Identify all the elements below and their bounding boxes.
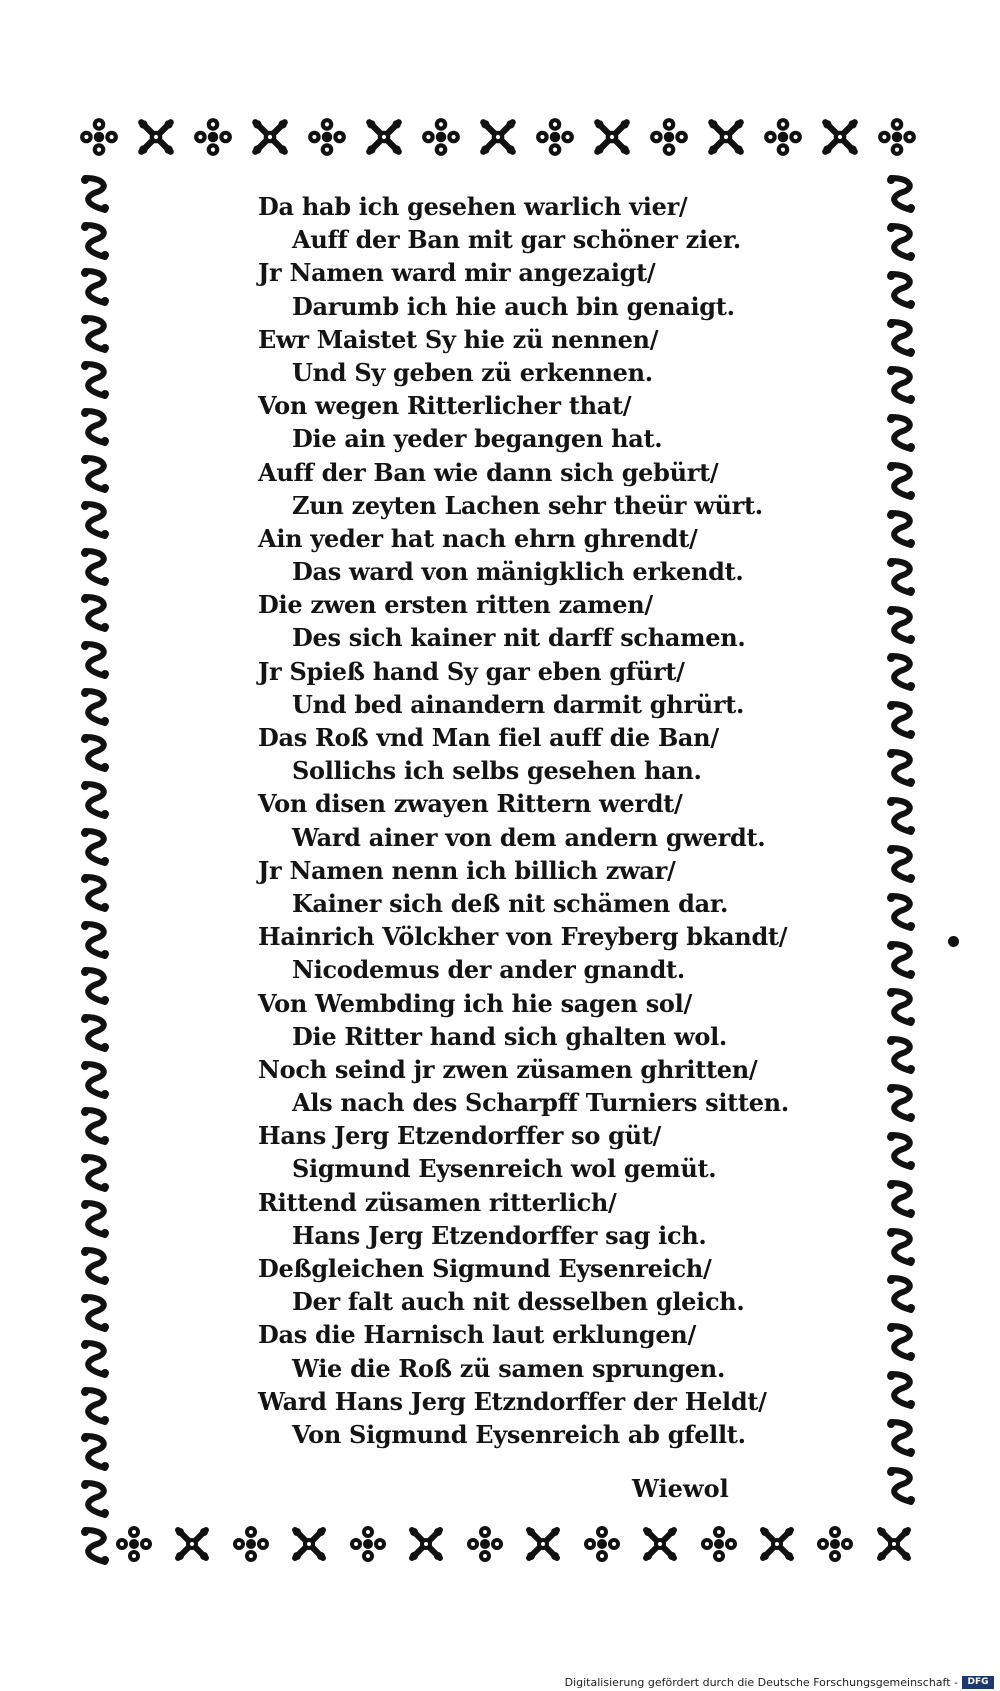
fleuron-icon bbox=[78, 116, 120, 158]
scroll-ornament-icon bbox=[75, 500, 115, 540]
verse-line: Und bed ainandern darmit ghrürt. bbox=[292, 689, 745, 719]
knot-icon bbox=[363, 116, 405, 158]
fleuron-icon bbox=[192, 116, 234, 158]
scroll-ornament-icon bbox=[881, 222, 921, 262]
knot-icon bbox=[249, 116, 291, 158]
catchword: Wiewol bbox=[632, 1474, 729, 1503]
scroll-ornament-icon bbox=[881, 365, 921, 405]
scroll-ornament-icon bbox=[881, 844, 921, 884]
fleuron-icon bbox=[876, 116, 918, 158]
fleuron-icon bbox=[582, 1524, 622, 1564]
scroll-ornament-icon bbox=[75, 687, 115, 727]
border-bottom bbox=[110, 1516, 918, 1572]
fleuron-icon bbox=[114, 1524, 154, 1564]
border-left bbox=[72, 170, 118, 1570]
scroll-ornament-icon bbox=[75, 593, 115, 633]
digitization-credit: Digitalisierung gefördert durch die Deutsche Forschungsgemeinschaft - bbox=[564, 1676, 958, 1689]
scroll-ornament-icon bbox=[75, 174, 115, 214]
scroll-ornament-icon bbox=[75, 1526, 115, 1566]
scroll-ornament-icon bbox=[75, 827, 115, 867]
fleuron-icon bbox=[762, 116, 804, 158]
scroll-ornament-icon bbox=[881, 174, 921, 214]
verse-line: Hainrich Völckher von Freyberg bkandt/ bbox=[258, 922, 788, 952]
scroll-ornament-icon bbox=[75, 873, 115, 913]
border-top bbox=[72, 108, 924, 166]
scroll-ornament-icon bbox=[75, 407, 115, 447]
scroll-ornament-icon bbox=[881, 892, 921, 932]
scroll-ornament-icon bbox=[75, 1293, 115, 1333]
scroll-ornament-icon bbox=[881, 509, 921, 549]
scroll-ornament-icon bbox=[881, 1418, 921, 1458]
fleuron-icon bbox=[465, 1524, 505, 1564]
knot-icon bbox=[172, 1524, 212, 1564]
scroll-ornament-icon bbox=[881, 318, 921, 358]
dfg-logo: DFG bbox=[962, 1676, 994, 1689]
knot-icon bbox=[591, 116, 633, 158]
scroll-ornament-icon bbox=[75, 1246, 115, 1286]
scroll-ornament-icon bbox=[881, 1322, 921, 1362]
scroll-ornament-icon bbox=[75, 1386, 115, 1426]
scroll-ornament-icon bbox=[75, 640, 115, 680]
scroll-ornament-icon bbox=[881, 987, 921, 1027]
fleuron-icon bbox=[306, 116, 348, 158]
knot-icon bbox=[289, 1524, 329, 1564]
scroll-ornament-icon bbox=[881, 940, 921, 980]
verse-line: Des sich kainer nit darff schamen. bbox=[292, 623, 746, 653]
verse-line: Jr Spieß hand Sy gar eben gfürt/ bbox=[258, 656, 685, 686]
verse-line: Sollichs ich selbs gesehen han. bbox=[292, 756, 702, 786]
scroll-ornament-icon bbox=[75, 1479, 115, 1519]
verse-line: Die zwen ersten ritten zamen/ bbox=[258, 590, 653, 620]
scroll-ornament-icon bbox=[75, 360, 115, 400]
verse-line: Die Ritter hand sich ghalten wol. bbox=[292, 1021, 727, 1051]
verse-line: Die ain yeder begangen hat. bbox=[292, 424, 663, 454]
scroll-ornament-icon bbox=[75, 920, 115, 960]
verse-line: Zun zeyten Lachen sehr theür würt. bbox=[292, 490, 763, 520]
verse-line: Von Wembding ich hie sagen sol/ bbox=[258, 988, 692, 1018]
verse-line: Und Sy geben zü erkennen. bbox=[292, 357, 653, 387]
scroll-ornament-icon bbox=[881, 1274, 921, 1314]
scroll-ornament-icon bbox=[881, 1227, 921, 1267]
verse-line: Von wegen Ritterlicher that/ bbox=[258, 391, 632, 421]
scroll-ornament-icon bbox=[75, 1432, 115, 1472]
fleuron-icon bbox=[648, 116, 690, 158]
knot-icon bbox=[523, 1524, 563, 1564]
verse-line: Von Sigmund Eysenreich ab gfellt. bbox=[292, 1419, 746, 1449]
verse-line: Als nach des Scharpff Turniers sitten. bbox=[292, 1088, 789, 1118]
verse-line: Auff der Ban wie dann sich gebürt/ bbox=[258, 457, 719, 487]
scroll-ornament-icon bbox=[881, 1131, 921, 1171]
scroll-ornament-icon bbox=[881, 1035, 921, 1075]
verse-line: Hans Jerg Etzendorffer sag ich. bbox=[292, 1220, 707, 1250]
scroll-ornament-icon bbox=[75, 1339, 115, 1379]
fleuron-icon bbox=[699, 1524, 739, 1564]
scroll-ornament-icon bbox=[75, 780, 115, 820]
verse-line: Hans Jerg Etzendorffer so güt/ bbox=[258, 1121, 661, 1151]
verse-line: Der falt auch nit desselben gleich. bbox=[292, 1287, 745, 1317]
verse-line: Von disen zwayen Rittern werdt/ bbox=[258, 789, 683, 819]
scroll-ornament-icon bbox=[75, 267, 115, 307]
verse-line: Jr Namen nenn ich billich zwar/ bbox=[258, 855, 676, 885]
verse-line: Ward Hans Jerg Etzndorffer der Heldt/ bbox=[258, 1386, 767, 1416]
border-right bbox=[878, 170, 924, 1510]
ink-dot bbox=[948, 936, 959, 947]
scroll-ornament-icon bbox=[75, 547, 115, 587]
verse-line: Das ward von mänigklich erkendt. bbox=[292, 557, 744, 587]
verse-line: Wie die Roß zü samen sprungen. bbox=[292, 1353, 725, 1383]
verse-line: Noch seind jr zwen züsamen ghritten/ bbox=[258, 1054, 758, 1084]
knot-icon bbox=[819, 116, 861, 158]
fleuron-icon bbox=[348, 1524, 388, 1564]
verse-line: Ain yeder hat nach ehrn ghrendt/ bbox=[258, 523, 698, 553]
scroll-ornament-icon bbox=[881, 796, 921, 836]
scroll-ornament-icon bbox=[881, 270, 921, 310]
scroll-ornament-icon bbox=[881, 652, 921, 692]
scroll-ornament-icon bbox=[881, 1083, 921, 1123]
knot-icon bbox=[135, 116, 177, 158]
scroll-ornament-icon bbox=[881, 748, 921, 788]
scroll-ornament-icon bbox=[881, 1179, 921, 1219]
scroll-ornament-icon bbox=[881, 461, 921, 501]
scroll-ornament-icon bbox=[881, 1370, 921, 1410]
scroll-ornament-icon bbox=[881, 605, 921, 645]
scroll-ornament-icon bbox=[75, 1199, 115, 1239]
verse-line: Ewr Maistet Sy hie zü nennen/ bbox=[258, 324, 659, 354]
verse-line: Kainer sich deß nit schämen dar. bbox=[292, 888, 729, 918]
verse-line: Darumb ich hie auch bin genaigt. bbox=[292, 291, 735, 321]
verse-line: Sigmund Eysenreich wol gemüt. bbox=[292, 1154, 717, 1184]
scroll-ornament-icon bbox=[75, 1153, 115, 1193]
verse-line: Jr Namen ward mir angezaigt/ bbox=[258, 258, 656, 288]
knot-icon bbox=[874, 1524, 914, 1564]
knot-icon bbox=[477, 116, 519, 158]
verse-line: Deßgleichen Sigmund Eysenreich/ bbox=[258, 1254, 712, 1283]
scroll-ornament-icon bbox=[75, 314, 115, 354]
verse-line: Auff der Ban mit gar schöner zier. bbox=[292, 225, 741, 255]
knot-icon bbox=[406, 1524, 446, 1564]
verse-line: Ward ainer von dem andern gwerdt. bbox=[292, 822, 766, 852]
verse-line: Da hab ich gesehen warlich vier/ bbox=[258, 192, 688, 221]
scroll-ornament-icon bbox=[75, 1013, 115, 1053]
scroll-ornament-icon bbox=[881, 557, 921, 597]
scroll-ornament-icon bbox=[75, 454, 115, 494]
scroll-ornament-icon bbox=[75, 1106, 115, 1146]
scroll-ornament-icon bbox=[75, 221, 115, 261]
scroll-ornament-icon bbox=[881, 1466, 921, 1506]
fleuron-icon bbox=[420, 116, 462, 158]
fleuron-icon bbox=[815, 1524, 855, 1564]
fleuron-icon bbox=[534, 116, 576, 158]
scroll-ornament-icon bbox=[881, 413, 921, 453]
verse-line: Nicodemus der ander gnandt. bbox=[292, 955, 685, 985]
scroll-ornament-icon bbox=[881, 700, 921, 740]
verse-line: Das die Harnisch laut erklungen/ bbox=[258, 1320, 696, 1350]
verse-line: Das Roß vnd Man fiel auff die Ban/ bbox=[258, 723, 719, 752]
knot-icon bbox=[705, 116, 747, 158]
knot-icon bbox=[757, 1524, 797, 1564]
scroll-ornament-icon bbox=[75, 966, 115, 1006]
scroll-ornament-icon bbox=[75, 1060, 115, 1100]
poem-text bbox=[258, 190, 789, 1451]
scroll-ornament-icon bbox=[75, 733, 115, 773]
knot-icon bbox=[640, 1524, 680, 1564]
fleuron-icon bbox=[231, 1524, 271, 1564]
verse-line: Rittend züsamen ritterlich/ bbox=[258, 1187, 617, 1217]
